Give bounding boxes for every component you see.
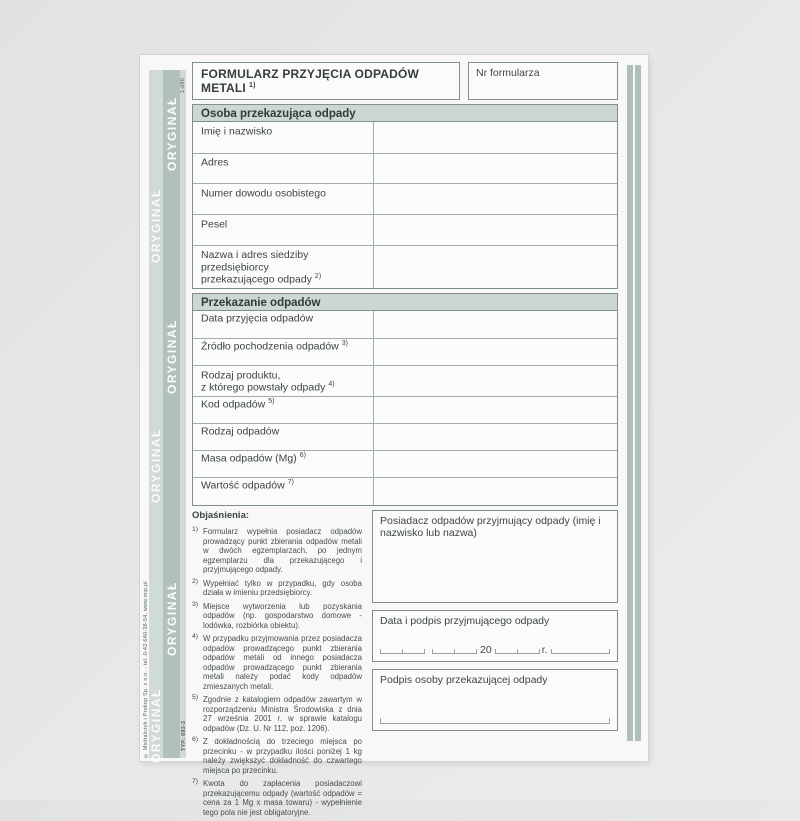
table-row <box>193 214 617 245</box>
date-box <box>372 610 618 662</box>
form-type-code: TYP: 893-3 <box>181 720 187 751</box>
row-value-cell <box>374 184 617 214</box>
form-title: FORMULARZ PRZYJĘCIA ODPADÓW METALI $^{1)}$ <box>201 67 420 95</box>
table-row <box>193 153 617 183</box>
footnote-text: Miejsce wytworzenia lub pozyskania odpadów (np. gospodarstwo domowe - lodówka, rozbiórka obiektu). <box>203 601 362 630</box>
signature-label: Podpis osoby przekazującej odpady <box>380 674 548 686</box>
holder-label: Posiadacz odpadów przyjmujący odpady (imię i nazwisko lub nazwa) <box>380 515 601 539</box>
footnote <box>192 602 362 631</box>
table-row <box>193 365 617 396</box>
table-row <box>193 396 617 423</box>
section-table-przekazanie <box>192 311 618 506</box>
copy-edge-bar <box>627 65 633 741</box>
footnote <box>192 579 362 598</box>
table-row <box>193 450 617 477</box>
date-line <box>380 644 610 654</box>
footnote <box>192 695 362 733</box>
table-row <box>193 122 617 153</box>
footnote-text: Wypełniać tylko w przypadku, gdy osoba działa w imieniu przedsiębiorcy. <box>203 578 362 597</box>
row-label: Rodzaj odpadów <box>193 424 374 450</box>
footnote-text: Z dokładnością do trzeciego miejsca po przecinku - w przypadku ilości poniżej 1 kg należy zwiększyć dokładność do czwartego miejsca po przecinku. <box>203 737 362 775</box>
date-label: Data i podpis przyjmującego odpady <box>380 615 550 627</box>
row-value-cell <box>374 451 617 477</box>
date-segment <box>380 649 403 654</box>
date-segment <box>495 649 518 654</box>
nr-formularza-box <box>468 62 618 100</box>
oryginal-label: ORYGINAŁ <box>149 188 163 264</box>
date-year-suffix: r. <box>541 645 548 656</box>
footnote-number: 2) <box>192 577 199 585</box>
oryginal-label: ORYGINAŁ <box>165 581 179 657</box>
table-row <box>193 423 617 450</box>
row-value-cell <box>374 122 617 153</box>
oryginal-strip <box>149 70 186 764</box>
row-label: Źródło pochodzenia odpadów $^{3)}$ <box>193 339 374 365</box>
signature-line <box>380 718 610 724</box>
oryginal-label: ORYGINAŁ <box>165 96 179 172</box>
footnote-number: 3) <box>192 600 199 608</box>
row-label: Wartość odpadów $^{7)}$ <box>193 478 374 505</box>
date-century-prefix: 20 <box>480 644 492 656</box>
row-value-cell <box>374 339 617 365</box>
footnote-number: 4) <box>192 633 199 640</box>
row-label: Data przyjęcia odpadów <box>193 311 374 338</box>
footnote-number: 1) <box>192 526 199 533</box>
footnote-number: 5) <box>192 694 199 701</box>
copy-edge-bar <box>635 65 641 741</box>
oryginal-label: ORYGINAŁ <box>165 319 179 395</box>
holder-box <box>372 510 618 603</box>
row-label: Kod odpadów $^{5)}$ <box>193 397 374 423</box>
strip-light-band <box>149 70 163 758</box>
nr-formularza-label: Nr formularza <box>476 67 540 79</box>
row-value-cell <box>374 154 617 183</box>
footnote <box>192 634 362 691</box>
footnote <box>192 779 362 817</box>
row-value-cell <box>374 424 617 450</box>
date-signature-line <box>551 649 610 654</box>
date-segment <box>432 649 455 654</box>
footnote <box>192 527 362 575</box>
row-label: Masa odpadów (Mg) $^{6)}$ <box>193 451 374 477</box>
notes-heading: Objaśnienia: <box>192 510 250 521</box>
row-label: Pesel <box>193 215 374 245</box>
footnote-text: Formularz wypełnia posiadacz odpadów prowadzący punkt zbierania odpadów metali w dwóch egzemplarzach, po jednym egzemplarzu dla przekazującego i przyjmującego odpady. <box>203 527 362 574</box>
section-header-osoba: Osoba przekazująca odpady <box>192 104 618 122</box>
signature-box <box>372 669 618 731</box>
publisher-imprint: © Michalczyk i Prokop Sp. z o.o. - tel. 0-42-640-38-54, www.mip.pl <box>143 581 149 758</box>
row-value-cell <box>374 246 617 288</box>
row-value-cell <box>374 215 617 245</box>
footnote <box>192 737 362 775</box>
table-row <box>193 477 617 505</box>
table-row <box>193 245 617 288</box>
row-value-cell <box>374 478 617 505</box>
row-value-cell <box>374 366 617 396</box>
table-row <box>193 338 617 365</box>
row-label: Imię i nazwisko <box>193 122 374 153</box>
row-value-cell <box>374 311 617 338</box>
footnote-text: Kwota do zapłacenia posiadaczowi przekazującemu odpady (wartość odpadów = cena za 1 Mg x masa towaru) - wypełnienie tego pola nie jest obligatoryjne. <box>203 779 362 817</box>
strip-light-band-2 <box>180 70 186 758</box>
copy-code: 1-d90 <box>180 77 186 93</box>
form-title-box <box>192 62 460 100</box>
signature-column <box>372 510 618 821</box>
row-label: Adres <box>193 154 374 183</box>
row-label: Rodzaj produktu, z którego powstały odpady $^{4)}$ <box>193 366 374 396</box>
date-segment <box>517 649 540 654</box>
table-row <box>193 183 617 214</box>
row-label: Numer dowodu osobistego <box>193 184 374 214</box>
footnote-number: 6) <box>192 736 199 743</box>
notes-column <box>192 510 368 821</box>
date-segment <box>454 649 477 654</box>
oryginal-label: ORYGINAŁ <box>149 688 163 764</box>
table-row <box>193 311 617 338</box>
section-header-przekazanie: Przekazanie odpadów <box>192 293 618 311</box>
footnote-text: W przypadku przyjmowania przez posiadacza odpadów prowadzącego punkt zbierania odpadów metali od innego posiadacza odpadów prowadzącego punkt zbierania metali należy podać kody odpadów zmieszanych metali. <box>203 634 362 691</box>
oryginal-label: ORYGINAŁ <box>149 428 163 504</box>
section-table-osoba <box>192 122 618 289</box>
footnote-text: Zgodnie z katalogiem odpadów zawartym w rozporządzeniu Ministra Środowiska z dnia 27 września 2001 r. w sprawie katalogu odpadów (Dz. U. Nr 112, poz. 1206). <box>203 695 362 733</box>
row-value-cell <box>374 397 617 423</box>
row-label: Nazwa i adres siedziby przedsiębiorcy przekazującego odpady $^{2)}$ <box>193 246 374 288</box>
date-segment <box>402 649 425 654</box>
form-header <box>192 62 618 100</box>
footnote-number: 7) <box>192 778 199 785</box>
scanned-form-page <box>140 55 648 817</box>
